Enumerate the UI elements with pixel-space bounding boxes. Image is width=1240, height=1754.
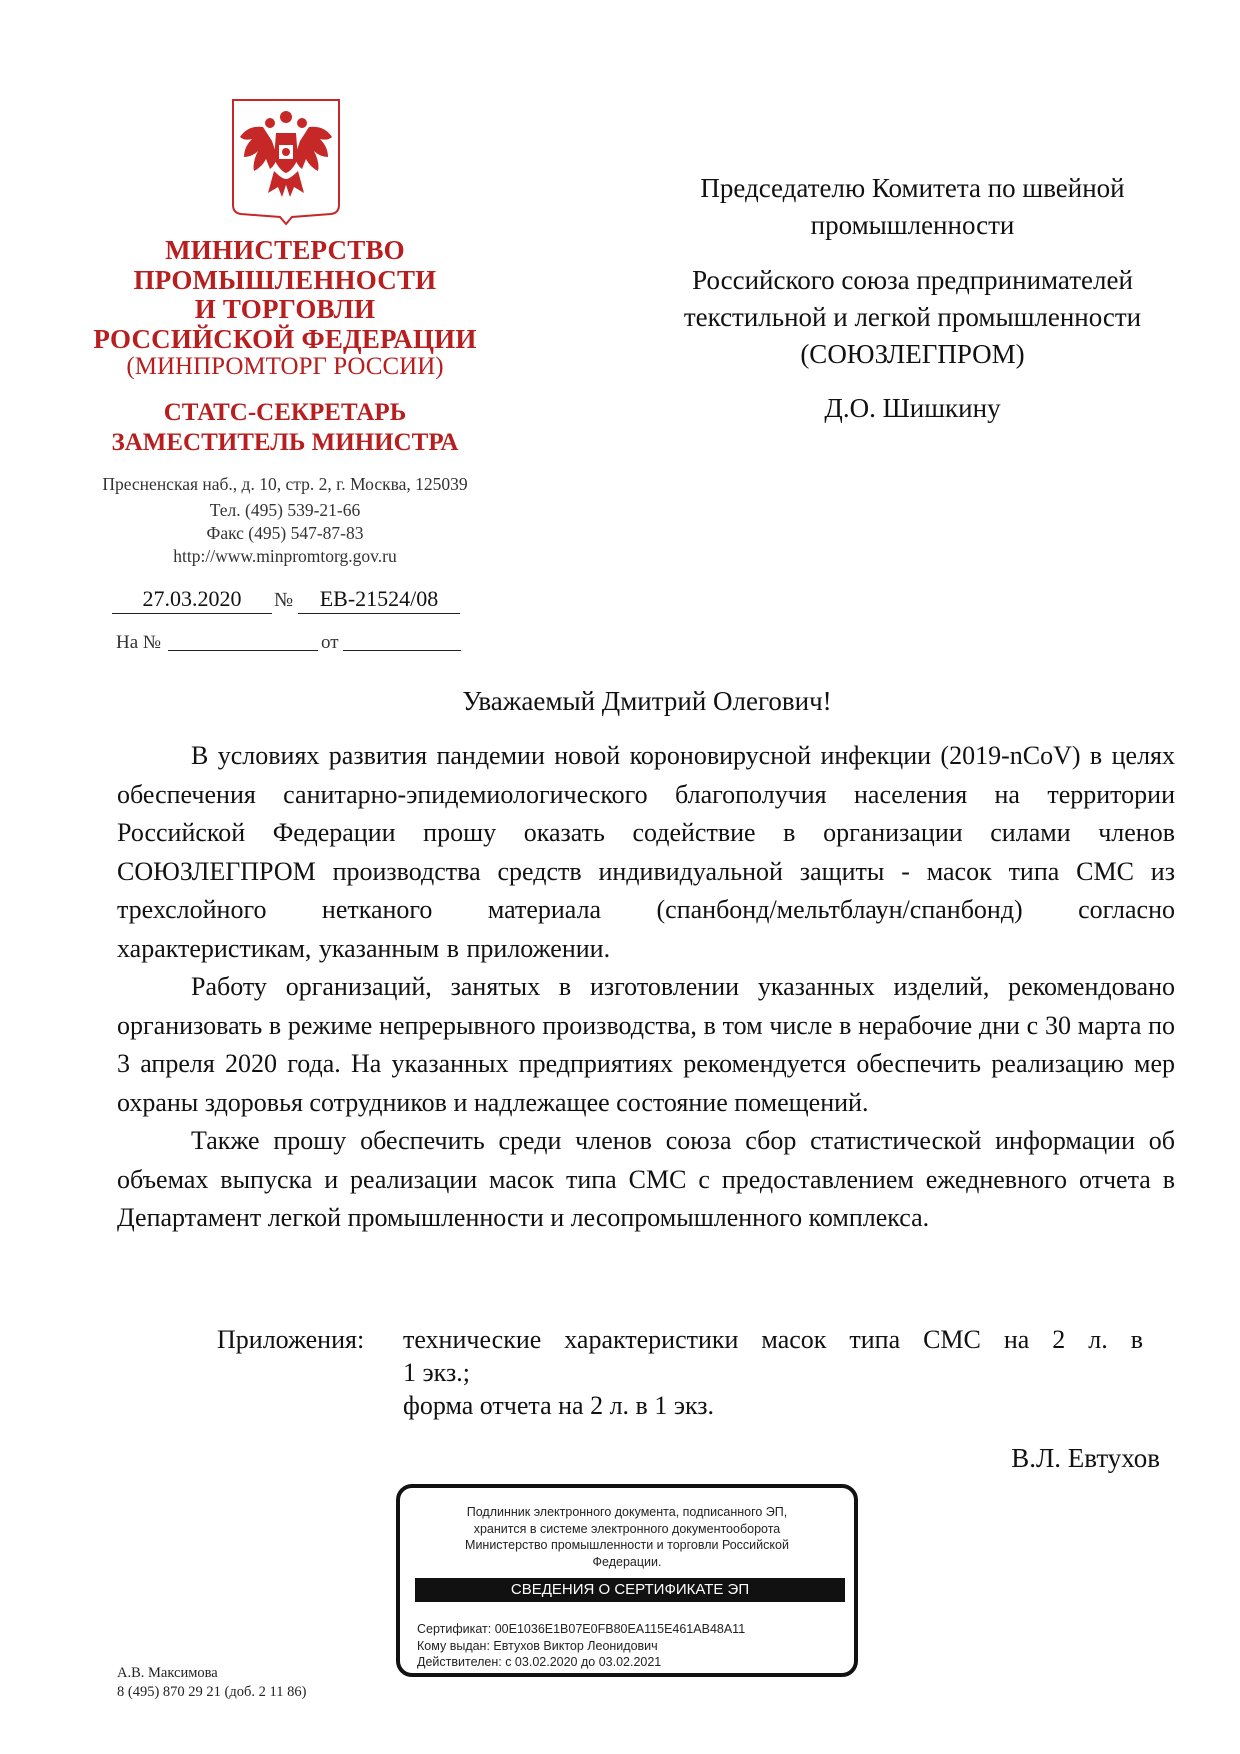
- ministry-name-line: РОССИЙСКОЙ ФЕДЕРАЦИИ: [93, 323, 477, 354]
- ministry-website: http://www.minpromtorg.gov.ru: [173, 546, 397, 566]
- certificate-number: Сертификат: 00E1036E1B07E0FB80EA115E461AB48A11: [417, 1622, 746, 1636]
- stamp-note-line: Министерство промышленности и торговли Российской: [465, 1538, 789, 1552]
- registration-date: 27.03.2020: [112, 586, 272, 614]
- addressee-name: Д.О. Шишкину: [824, 393, 1001, 423]
- certificate-header: СВЕДЕНИЯ О СЕРТИФИКАТЕ ЭП: [415, 1578, 845, 1602]
- letter-body: [117, 737, 1175, 1238]
- ministry-name: [80, 236, 490, 354]
- executor-name: А.В. Максимова: [117, 1665, 218, 1681]
- attachment-item: технические характеристики масок типа СМС на 2 л. в: [403, 1325, 1143, 1354]
- ministry-name-line: И ТОРГОВЛИ: [194, 294, 376, 324]
- ministry-name-line: ПРОМЫШЛЕННОСТИ: [133, 264, 437, 295]
- addressee-organization: Российского союза предпринимателей текстильной и легкой промышленности (СОЮЗЛЕГПРОМ): [683, 265, 1142, 369]
- coat-of-arms-icon: [230, 97, 342, 227]
- ministry-short-name: (МИНПРОМТОРГ РОССИИ): [126, 353, 444, 380]
- signer-name: В.Л. Евтухов: [1011, 1443, 1160, 1473]
- reference-date-line: [343, 650, 461, 651]
- ministry-address: Пресненская наб., д. 10, стр. 2, г. Москва, 125039: [102, 474, 468, 494]
- certificate-details: [417, 1621, 745, 1671]
- sender-position: [80, 398, 490, 457]
- salutation: Уважаемый Дмитрий Олегович!: [462, 686, 832, 716]
- registration-number: ЕВ-21524/08: [298, 586, 460, 614]
- reference-from-label: от: [321, 632, 339, 653]
- e-signature-stamp: [396, 1484, 858, 1677]
- executor-phone: 8 (495) 870 29 21 (доб. 2 11 86): [117, 1684, 307, 1700]
- certificate-owner: Кому выдан: Евтухов Виктор Леонидович: [417, 1638, 658, 1653]
- attachments-list: [403, 1323, 1143, 1422]
- position-line: СТАТС-СЕКРЕТАРЬ: [163, 399, 407, 426]
- stamp-note-line: Подлинник электронного документа, подписанного ЭП,: [466, 1505, 788, 1519]
- certificate-validity: Действителен: с 03.02.2020 до 03.02.2021: [417, 1655, 662, 1669]
- stamp-note-line: Федерации.: [592, 1554, 662, 1569]
- reference-number-line: [168, 650, 318, 651]
- letter-paragraph: В условиях развития пандемии новой короновирусной инфекции (2019-nCoV) в целях обеспечения санитарно-эпидемиологического благополучия населения на территории Российской Федерации прошу оказать содействие в организации силами членов СОЮЗЛЕГПРОМ производства средств индивидуальной защиты - масок типа СМС из трехслойного нетканого материала (спанбонд/мельтблаун/спанбонд) согласно характеристикам, указанным в приложении.: [117, 741, 1175, 963]
- letter-paragraph: Работу организаций, занятых в изготовлении указанных изделий, рекомендовано организовать в режиме непрерывного производства, в том числе в нерабочие дни с 30 марта по 3 апреля 2020 года. На указанных предприятиях рекомендуется обеспечить реализацию мер охраны здоровья сотрудников и надлежащее состояние помещений.: [117, 972, 1175, 1117]
- position-line: ЗАМЕСТИТЕЛЬ МИНИСТРА: [111, 428, 459, 456]
- letter-paragraph: Также прошу обеспечить среди членов союза сбор статистической информации об объемах выпуска и реализации масок типа СМС с предоставлением ежедневного отчета в Департамент легкой промышленности и лесопромышленного комплекса.: [117, 1126, 1175, 1232]
- reference-number-label: На №: [116, 632, 162, 653]
- stamp-note: [414, 1504, 840, 1570]
- stamp-note-line: хранится в системе электронного документооборота: [473, 1521, 781, 1536]
- ministry-phone: Тел. (495) 539-21-66: [209, 500, 361, 520]
- attachments-label: Приложения:: [217, 1325, 365, 1354]
- ministry-name-line: МИНИСТЕРСТВО: [165, 235, 405, 265]
- addressee-committee: Председателю Комитета по швейной промышленности: [700, 173, 1125, 240]
- executor-info: [117, 1664, 306, 1702]
- attachment-item: 1 экз.;: [403, 1358, 470, 1387]
- ministry-fax: Факс (495) 547-87-83: [206, 523, 364, 543]
- registration-number-label: №: [274, 589, 294, 611]
- attachment-item: форма отчета на 2 л. в 1 экз.: [403, 1391, 715, 1420]
